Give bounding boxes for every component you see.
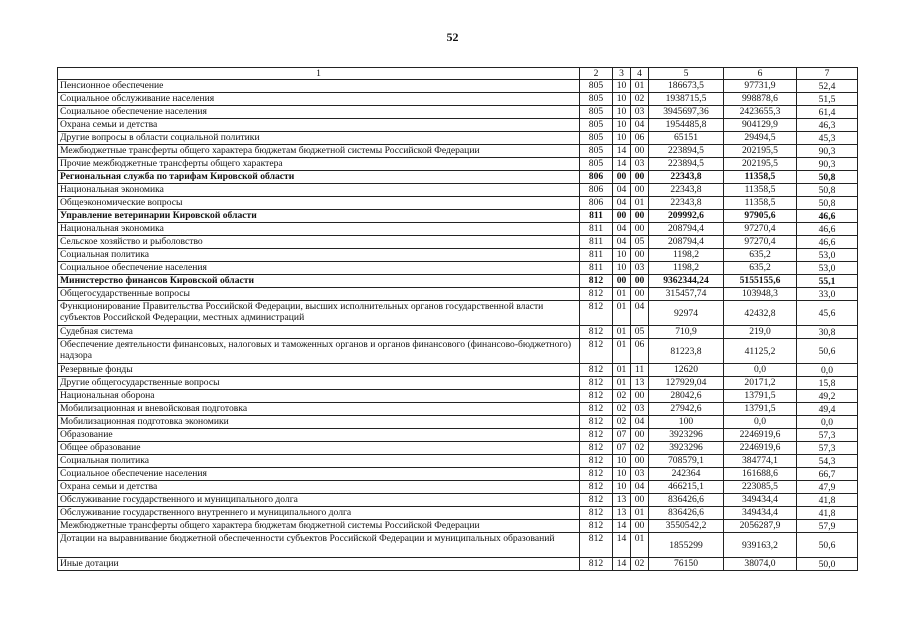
row-percent: 49,2 xyxy=(797,390,858,403)
row-code-subsection: 00 xyxy=(631,429,649,442)
row-percent: 46,6 xyxy=(797,236,858,249)
row-code-ministry: 805 xyxy=(580,132,613,145)
row-code-subsection: 06 xyxy=(631,132,649,145)
row-code-subsection: 01 xyxy=(631,507,649,520)
row-name: Пенсионное обеспечение xyxy=(58,80,580,93)
row-name: Общее образование xyxy=(58,442,580,455)
row-percent: 51,5 xyxy=(797,93,858,106)
row-executed: 11358,5 xyxy=(724,197,797,210)
row-name: Образование xyxy=(58,429,580,442)
row-code-subsection: 01 xyxy=(631,197,649,210)
table-row xyxy=(58,390,858,403)
row-code-section: 04 xyxy=(613,197,631,210)
row-planned: 466215,1 xyxy=(649,481,724,494)
row-planned: 3923296 xyxy=(649,429,724,442)
row-code-subsection: 03 xyxy=(631,468,649,481)
row-code-ministry: 805 xyxy=(580,80,613,93)
table-row xyxy=(58,275,858,288)
row-code-ministry: 812 xyxy=(580,494,613,507)
row-code-ministry: 812 xyxy=(580,416,613,429)
row-name: Общегосударственные вопросы xyxy=(58,288,580,301)
column-header-1: 1 xyxy=(58,68,580,80)
row-planned: 9362344,24 xyxy=(649,275,724,288)
row-code-section: 10 xyxy=(613,93,631,106)
table-row xyxy=(58,288,858,301)
table-row xyxy=(58,429,858,442)
column-header-5: 5 xyxy=(649,68,724,80)
table-row xyxy=(58,119,858,132)
row-code-section: 00 xyxy=(613,275,631,288)
row-code-ministry: 812 xyxy=(580,390,613,403)
table-row xyxy=(58,520,858,533)
row-executed: 42432,8 xyxy=(724,301,797,326)
row-code-ministry: 812 xyxy=(580,507,613,520)
column-header-3: 3 xyxy=(613,68,631,80)
row-percent: 33,0 xyxy=(797,288,858,301)
row-planned: 127929,04 xyxy=(649,377,724,390)
row-name: Общеэкономические вопросы xyxy=(58,197,580,210)
budget-table xyxy=(57,67,858,571)
row-code-ministry: 812 xyxy=(580,455,613,468)
row-name: Обеспечение деятельности финансовых, налоговых и таможенных органов и органов финансового (финансово-бюджетного) надзора xyxy=(58,339,580,364)
row-code-subsection: 04 xyxy=(631,119,649,132)
row-planned: 3945697,36 xyxy=(649,106,724,119)
row-code-section: 13 xyxy=(613,494,631,507)
row-code-subsection: 00 xyxy=(631,288,649,301)
row-percent: 49,4 xyxy=(797,403,858,416)
row-code-section: 14 xyxy=(613,520,631,533)
row-planned: 209992,6 xyxy=(649,210,724,223)
row-percent: 50,8 xyxy=(797,197,858,210)
row-executed: 5155155,6 xyxy=(724,275,797,288)
row-name: Сельское хозяйство и рыболовство xyxy=(58,236,580,249)
row-name: Другие вопросы в области социальной политики xyxy=(58,132,580,145)
row-percent: 50,8 xyxy=(797,171,858,184)
row-code-subsection: 02 xyxy=(631,93,649,106)
row-percent: 53,0 xyxy=(797,262,858,275)
row-code-ministry: 805 xyxy=(580,119,613,132)
row-planned: 3550542,2 xyxy=(649,520,724,533)
row-percent: 0,0 xyxy=(797,364,858,377)
row-code-ministry: 812 xyxy=(580,377,613,390)
table-row xyxy=(58,106,858,119)
row-code-subsection: 00 xyxy=(631,171,649,184)
row-name: Социальное обслуживание населения xyxy=(58,93,580,106)
row-planned: 22343,8 xyxy=(649,184,724,197)
row-executed: 41125,2 xyxy=(724,339,797,364)
table-row xyxy=(58,403,858,416)
row-percent: 41,8 xyxy=(797,494,858,507)
row-planned: 1938715,5 xyxy=(649,93,724,106)
row-code-section: 02 xyxy=(613,390,631,403)
row-percent: 90,3 xyxy=(797,145,858,158)
row-name: Социальное обеспечение населения xyxy=(58,468,580,481)
row-planned: 100 xyxy=(649,416,724,429)
row-code-ministry: 812 xyxy=(580,301,613,326)
row-code-section: 04 xyxy=(613,236,631,249)
row-code-section: 10 xyxy=(613,80,631,93)
table-row xyxy=(58,339,858,364)
row-code-subsection: 04 xyxy=(631,481,649,494)
row-planned: 223894,5 xyxy=(649,145,724,158)
row-name: Другие общегосударственные вопросы xyxy=(58,377,580,390)
row-name: Межбюджетные трансферты общего характера бюджетам бюджетной системы Российской Федерации xyxy=(58,520,580,533)
row-code-section: 04 xyxy=(613,223,631,236)
row-name: Обслуживание государственного и муниципального долга xyxy=(58,494,580,507)
row-percent: 54,3 xyxy=(797,455,858,468)
table-row xyxy=(58,80,858,93)
column-header-4: 4 xyxy=(631,68,649,80)
row-executed: 13791,5 xyxy=(724,390,797,403)
row-percent: 55,1 xyxy=(797,275,858,288)
row-code-ministry: 812 xyxy=(580,288,613,301)
row-code-section: 10 xyxy=(613,455,631,468)
table-row xyxy=(58,507,858,520)
row-name: Резервные фонды xyxy=(58,364,580,377)
table-row xyxy=(58,93,858,106)
row-executed: 998878,6 xyxy=(724,93,797,106)
row-executed: 38074,0 xyxy=(724,558,797,571)
row-planned: 1198,2 xyxy=(649,249,724,262)
row-planned: 22343,8 xyxy=(649,197,724,210)
page-number: 52 xyxy=(446,30,459,44)
row-code-subsection: 11 xyxy=(631,364,649,377)
row-executed: 2056287,9 xyxy=(724,520,797,533)
row-executed: 219,0 xyxy=(724,326,797,339)
row-percent: 50,8 xyxy=(797,184,858,197)
row-executed: 11358,5 xyxy=(724,184,797,197)
row-percent: 90,3 xyxy=(797,158,858,171)
column-header-7: 7 xyxy=(797,68,858,80)
row-planned: 76150 xyxy=(649,558,724,571)
row-planned: 836426,6 xyxy=(649,494,724,507)
row-code-section: 14 xyxy=(613,158,631,171)
row-code-ministry: 812 xyxy=(580,364,613,377)
row-code-subsection: 00 xyxy=(631,210,649,223)
table-body xyxy=(58,80,858,571)
row-code-ministry: 811 xyxy=(580,262,613,275)
row-executed: 384774,1 xyxy=(724,455,797,468)
row-code-section: 10 xyxy=(613,119,631,132)
table-row xyxy=(58,158,858,171)
row-code-section: 01 xyxy=(613,364,631,377)
row-code-ministry: 806 xyxy=(580,197,613,210)
row-planned: 708579,1 xyxy=(649,455,724,468)
row-name: Мобилизационная подготовка экономики xyxy=(58,416,580,429)
row-planned: 1198,2 xyxy=(649,262,724,275)
row-name: Социальная политика xyxy=(58,455,580,468)
row-code-section: 02 xyxy=(613,416,631,429)
table-row xyxy=(58,481,858,494)
row-percent: 46,3 xyxy=(797,119,858,132)
row-code-subsection: 03 xyxy=(631,262,649,275)
row-percent: 50,6 xyxy=(797,533,858,558)
row-executed: 97270,4 xyxy=(724,236,797,249)
row-name: Социальное обеспечение населения xyxy=(58,106,580,119)
row-code-ministry: 812 xyxy=(580,442,613,455)
row-executed: 0,0 xyxy=(724,416,797,429)
table-row xyxy=(58,249,858,262)
row-code-ministry: 805 xyxy=(580,145,613,158)
row-executed: 349434,4 xyxy=(724,507,797,520)
row-percent: 53,0 xyxy=(797,249,858,262)
row-percent: 45,6 xyxy=(797,301,858,326)
row-executed: 97270,4 xyxy=(724,223,797,236)
table-row xyxy=(58,301,858,326)
row-planned: 1855299 xyxy=(649,533,724,558)
row-code-subsection: 01 xyxy=(631,533,649,558)
row-name: Национальная экономика xyxy=(58,223,580,236)
row-planned: 208794,4 xyxy=(649,223,724,236)
table-row xyxy=(58,416,858,429)
row-code-subsection: 00 xyxy=(631,455,649,468)
row-percent: 52,4 xyxy=(797,80,858,93)
table-row xyxy=(58,364,858,377)
row-executed: 2246919,6 xyxy=(724,442,797,455)
row-percent: 46,6 xyxy=(797,210,858,223)
row-code-ministry: 806 xyxy=(580,184,613,197)
row-planned: 223894,5 xyxy=(649,158,724,171)
row-planned: 242364 xyxy=(649,468,724,481)
row-code-ministry: 805 xyxy=(580,106,613,119)
row-code-section: 14 xyxy=(613,145,631,158)
table-row xyxy=(58,558,858,571)
row-planned: 208794,4 xyxy=(649,236,724,249)
row-code-subsection: 00 xyxy=(631,184,649,197)
row-name: Охрана семьи и детства xyxy=(58,119,580,132)
row-code-subsection: 03 xyxy=(631,403,649,416)
row-code-ministry: 812 xyxy=(580,403,613,416)
row-code-ministry: 811 xyxy=(580,223,613,236)
row-code-subsection: 00 xyxy=(631,275,649,288)
row-name: Национальная экономика xyxy=(58,184,580,197)
row-planned: 186673,5 xyxy=(649,80,724,93)
row-code-section: 01 xyxy=(613,301,631,326)
row-code-subsection: 02 xyxy=(631,442,649,455)
row-name: Функционирование Правительства Российской Федерации, высших исполнительных органов государственной власти субъектов Российской Федерации, местных администраций xyxy=(58,301,580,326)
row-code-section: 10 xyxy=(613,481,631,494)
row-code-subsection: 01 xyxy=(631,80,649,93)
row-code-subsection: 04 xyxy=(631,301,649,326)
row-executed: 2246919,6 xyxy=(724,429,797,442)
table-row xyxy=(58,197,858,210)
row-percent: 66,7 xyxy=(797,468,858,481)
row-code-ministry: 805 xyxy=(580,158,613,171)
row-planned: 65151 xyxy=(649,132,724,145)
row-code-ministry: 812 xyxy=(580,429,613,442)
row-executed: 161688,6 xyxy=(724,468,797,481)
row-code-subsection: 05 xyxy=(631,236,649,249)
row-executed: 349434,4 xyxy=(724,494,797,507)
row-code-subsection: 06 xyxy=(631,339,649,364)
table-row xyxy=(58,145,858,158)
row-name: Социальная политика xyxy=(58,249,580,262)
row-code-section: 10 xyxy=(613,132,631,145)
row-executed: 29494,5 xyxy=(724,132,797,145)
row-name: Мобилизационная и вневойсковая подготовка xyxy=(58,403,580,416)
row-code-section: 01 xyxy=(613,339,631,364)
row-code-ministry: 812 xyxy=(580,326,613,339)
row-code-subsection: 00 xyxy=(631,390,649,403)
row-code-section: 07 xyxy=(613,429,631,442)
header-row xyxy=(58,68,858,80)
row-executed: 13791,5 xyxy=(724,403,797,416)
row-percent: 57,3 xyxy=(797,442,858,455)
row-name: Дотации на выравнивание бюджетной обеспеченности субъектов Российской Федерации и муниципальных образований xyxy=(58,533,580,558)
row-code-section: 14 xyxy=(613,533,631,558)
row-executed: 635,2 xyxy=(724,249,797,262)
row-executed: 2423655,3 xyxy=(724,106,797,119)
row-name: Региональная служба по тарифам Кировской области xyxy=(58,171,580,184)
row-code-ministry: 812 xyxy=(580,520,613,533)
row-code-subsection: 03 xyxy=(631,158,649,171)
table-row xyxy=(58,236,858,249)
row-percent: 57,3 xyxy=(797,429,858,442)
row-code-subsection: 00 xyxy=(631,223,649,236)
row-executed: 97731,9 xyxy=(724,80,797,93)
row-name: Судебная система xyxy=(58,326,580,339)
row-code-subsection: 00 xyxy=(631,249,649,262)
row-code-subsection: 03 xyxy=(631,106,649,119)
table-row xyxy=(58,223,858,236)
row-name: Иные дотации xyxy=(58,558,580,571)
row-code-ministry: 811 xyxy=(580,236,613,249)
column-header-2: 2 xyxy=(580,68,613,80)
row-name: Министерство финансов Кировской области xyxy=(58,275,580,288)
table-row xyxy=(58,468,858,481)
row-code-ministry: 812 xyxy=(580,275,613,288)
row-percent: 30,8 xyxy=(797,326,858,339)
row-planned: 92974 xyxy=(649,301,724,326)
row-code-section: 10 xyxy=(613,468,631,481)
row-code-section: 01 xyxy=(613,377,631,390)
column-header-6: 6 xyxy=(724,68,797,80)
row-code-section: 10 xyxy=(613,249,631,262)
row-executed: 0,0 xyxy=(724,364,797,377)
row-executed: 939163,2 xyxy=(724,533,797,558)
row-code-section: 10 xyxy=(613,262,631,275)
row-percent: 41,8 xyxy=(797,507,858,520)
row-percent: 47,9 xyxy=(797,481,858,494)
row-name: Межбюджетные трансферты общего характера бюджетам бюджетной системы Российской Федерации xyxy=(58,145,580,158)
row-code-subsection: 02 xyxy=(631,558,649,571)
row-percent: 46,6 xyxy=(797,223,858,236)
table-row xyxy=(58,533,858,558)
table-row xyxy=(58,326,858,339)
row-code-ministry: 812 xyxy=(580,558,613,571)
row-code-section: 04 xyxy=(613,184,631,197)
table-row xyxy=(58,262,858,275)
row-code-section: 01 xyxy=(613,326,631,339)
row-code-section: 00 xyxy=(613,171,631,184)
table-row xyxy=(58,132,858,145)
row-code-subsection: 00 xyxy=(631,494,649,507)
row-percent: 15,8 xyxy=(797,377,858,390)
row-planned: 12620 xyxy=(649,364,724,377)
row-code-section: 14 xyxy=(613,558,631,571)
row-name: Прочие межбюджетные трансферты общего характера xyxy=(58,158,580,171)
row-planned: 22343,8 xyxy=(649,171,724,184)
row-code-ministry: 812 xyxy=(580,339,613,364)
row-code-subsection: 13 xyxy=(631,377,649,390)
row-code-ministry: 812 xyxy=(580,481,613,494)
table-row xyxy=(58,171,858,184)
row-executed: 202195,5 xyxy=(724,158,797,171)
row-code-section: 00 xyxy=(613,210,631,223)
row-percent: 57,9 xyxy=(797,520,858,533)
row-planned: 1954485,8 xyxy=(649,119,724,132)
row-name: Обслуживание государственного внутреннего и муниципального долга xyxy=(58,507,580,520)
row-code-ministry: 805 xyxy=(580,93,613,106)
row-planned: 28042,6 xyxy=(649,390,724,403)
row-executed: 635,2 xyxy=(724,262,797,275)
row-code-section: 10 xyxy=(613,106,631,119)
row-code-section: 13 xyxy=(613,507,631,520)
row-code-ministry: 812 xyxy=(580,468,613,481)
row-executed: 103948,3 xyxy=(724,288,797,301)
row-name: Охрана семьи и детства xyxy=(58,481,580,494)
table-row xyxy=(58,184,858,197)
row-executed: 202195,5 xyxy=(724,145,797,158)
row-percent: 50,6 xyxy=(797,339,858,364)
row-executed: 904129,9 xyxy=(724,119,797,132)
table-row xyxy=(58,377,858,390)
row-code-subsection: 00 xyxy=(631,145,649,158)
table-row xyxy=(58,442,858,455)
row-code-section: 01 xyxy=(613,288,631,301)
row-planned: 81223,8 xyxy=(649,339,724,364)
row-planned: 3923296 xyxy=(649,442,724,455)
row-name: Социальное обеспечение населения xyxy=(58,262,580,275)
row-code-subsection: 00 xyxy=(631,520,649,533)
row-code-ministry: 811 xyxy=(580,210,613,223)
row-percent: 0,0 xyxy=(797,416,858,429)
row-code-section: 07 xyxy=(613,442,631,455)
row-executed: 97905,6 xyxy=(724,210,797,223)
row-percent: 61,4 xyxy=(797,106,858,119)
row-executed: 223085,5 xyxy=(724,481,797,494)
row-name: Управление ветеринарии Кировской области xyxy=(58,210,580,223)
row-code-subsection: 04 xyxy=(631,416,649,429)
row-executed: 11358,5 xyxy=(724,171,797,184)
row-percent: 50,0 xyxy=(797,558,858,571)
row-code-section: 02 xyxy=(613,403,631,416)
row-planned: 710,9 xyxy=(649,326,724,339)
row-planned: 27942,6 xyxy=(649,403,724,416)
row-name: Национальная оборона xyxy=(58,390,580,403)
table-row xyxy=(58,210,858,223)
table-row xyxy=(58,455,858,468)
row-planned: 315457,74 xyxy=(649,288,724,301)
row-executed: 20171,2 xyxy=(724,377,797,390)
row-code-ministry: 811 xyxy=(580,249,613,262)
row-planned: 836426,6 xyxy=(649,507,724,520)
row-code-subsection: 05 xyxy=(631,326,649,339)
row-percent: 45,3 xyxy=(797,132,858,145)
row-code-ministry: 806 xyxy=(580,171,613,184)
table-row xyxy=(58,494,858,507)
row-code-ministry: 812 xyxy=(580,533,613,558)
